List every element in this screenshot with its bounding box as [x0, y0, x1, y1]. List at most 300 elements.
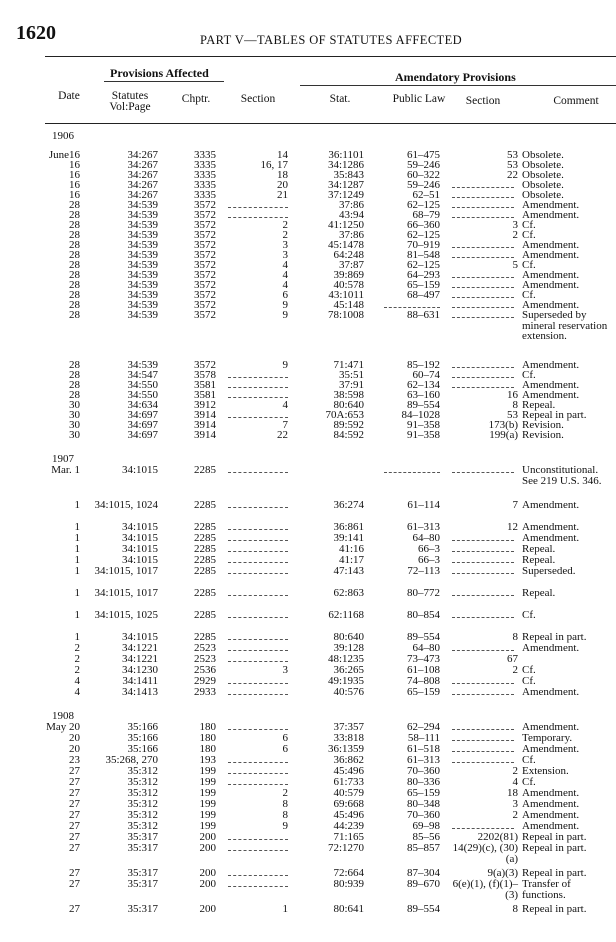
cell-pl: 62–134	[407, 379, 440, 391]
cell-pl: 59–246	[407, 159, 440, 171]
leader-dash	[228, 773, 288, 774]
cell-d: 28	[69, 219, 80, 231]
cell-stat: 37:87	[338, 259, 364, 271]
cell-pl: 63–160	[407, 389, 440, 401]
cell-v: 34:697	[127, 409, 158, 421]
leader-dash	[452, 307, 514, 308]
cell-ch: 2285	[194, 499, 216, 511]
cell-sec: 16, 17	[260, 159, 288, 171]
cell-sec: 3	[282, 664, 288, 676]
cell-stat: 36:862	[333, 754, 364, 766]
cell-d: 16	[69, 189, 80, 201]
cell-pl: 58–111	[407, 732, 440, 744]
cell-stat: 48:1235	[327, 653, 364, 665]
cell-sec: 4	[282, 279, 288, 291]
cell-stat: 80:640	[333, 631, 364, 643]
cell-pl: 70–360	[407, 809, 440, 821]
cell-v: 34:267	[127, 169, 158, 181]
cell-sec: 4	[282, 259, 288, 271]
cell-pl: 85–857	[407, 842, 440, 854]
cell-ch: 3581	[194, 389, 216, 401]
cell-cm: Repeal in part.	[522, 867, 587, 879]
cell-cm: Repeal.	[522, 399, 556, 411]
cell-d: 20	[69, 732, 80, 744]
cell-v: 34:539	[127, 219, 158, 231]
leader-dash	[452, 187, 514, 188]
cell-v: 34:539	[127, 229, 158, 241]
cell-v: 34:539	[127, 209, 158, 221]
cell-ch: 2285	[194, 543, 216, 555]
cell-sec: 8	[282, 798, 288, 810]
cell-ch: 3581	[194, 379, 216, 391]
leader-dash	[228, 639, 288, 640]
cell-sec: 20	[277, 179, 288, 191]
cell-pl: 61–114	[407, 499, 440, 511]
cell-ch: 2285	[194, 554, 216, 566]
cell-pl: 62–294	[407, 721, 440, 733]
cell-cm: Superseded.	[522, 565, 576, 577]
cell-v: 34:539	[127, 269, 158, 281]
cell-pl: 61–108	[407, 664, 440, 676]
cell-stat: 84:592	[333, 429, 364, 441]
cell-stat: 62:1168	[328, 609, 364, 621]
cell-v: 34:1015, 1017	[94, 565, 158, 577]
cell-cm: Revision.	[522, 429, 564, 441]
leader-dash	[452, 694, 514, 695]
cell-ch: 2929	[194, 675, 216, 687]
cell-ch: 2523	[194, 653, 216, 665]
cell-d: 27	[69, 878, 80, 890]
cell-d: 30	[69, 429, 80, 441]
cell-d: 27	[69, 820, 80, 832]
cell-stat: 39:869	[333, 269, 364, 281]
cell-v: 34:1015, 1024	[94, 499, 158, 511]
cell-d: 1	[74, 499, 80, 511]
cell-d: 1	[74, 521, 80, 533]
leader-dash	[452, 762, 514, 763]
cell-ch: 3572	[194, 239, 216, 251]
leader-dash	[452, 317, 514, 318]
cell-stat: 39:128	[333, 642, 364, 654]
cell-pl: 68–497	[407, 289, 440, 301]
group-underline-amendatory	[300, 85, 616, 86]
cell-sec: 21	[277, 189, 288, 201]
cell-v: 34:1411	[122, 675, 158, 687]
cell-d: 28	[69, 359, 80, 371]
cell-stat: 64:248	[333, 249, 364, 261]
cell-cm: Repeal in part.	[522, 409, 587, 421]
cell-ch: 3914	[194, 419, 216, 431]
cell-v: 34:697	[127, 419, 158, 431]
cell-d: 1	[74, 587, 80, 599]
cell-sec: 14	[277, 149, 288, 161]
cell-v: 34:1230	[121, 664, 158, 676]
cell-ch: 2933	[194, 686, 216, 698]
cell-pl: 91–358	[407, 419, 440, 431]
cell-sec: 2	[282, 219, 288, 231]
cell-stat: 36:1101	[328, 149, 364, 161]
cell-stat: 71:165	[333, 831, 364, 843]
cell-stat: 45:1478	[327, 239, 364, 251]
header-bottom-rule	[45, 123, 616, 124]
cell-stat: 34:1286	[327, 159, 364, 171]
cell-pl: 84–1028	[401, 409, 440, 421]
cell-v: 35:312	[127, 765, 158, 777]
cell-cm: Amendment.	[522, 499, 580, 511]
cell-pl: 65–159	[407, 279, 440, 291]
cell-d: 28	[69, 309, 80, 321]
cell-d: 16	[69, 179, 80, 191]
cell-d: 2	[74, 653, 80, 665]
cell-pl: 64–80	[412, 532, 440, 544]
cell-cm: Repeal in part.	[522, 631, 587, 643]
cell-cm: Unconstitutional. See 219 U.S. 346.	[522, 464, 602, 487]
cell-ch: 2523	[194, 642, 216, 654]
leader-dash	[228, 729, 288, 730]
cell-stat: 35:843	[333, 169, 364, 181]
cell-cm: Obsolete.	[522, 189, 564, 201]
cell-d: 4	[74, 686, 80, 698]
cell-ch: 2536	[194, 664, 216, 676]
leader-dash	[452, 617, 514, 618]
cell-cm: Repeal.	[522, 587, 556, 599]
cell-stat: 89:592	[333, 419, 364, 431]
cell-ch: 200	[199, 878, 216, 890]
cell-v: 35:317	[127, 878, 158, 890]
cell-cm: Revision.	[522, 419, 564, 431]
cell-ch: 3335	[194, 149, 216, 161]
cell-ch: 3914	[194, 429, 216, 441]
cell-d: 2	[74, 664, 80, 676]
cell-v: 35:312	[127, 820, 158, 832]
cell-ch: 3914	[194, 409, 216, 421]
cell-pl: 64–80	[412, 642, 440, 654]
cell-pl: 85–192	[407, 359, 440, 371]
cell-d: 1	[74, 631, 80, 643]
cell-s2: 2	[512, 229, 518, 241]
cell-s2: 14(29)(c), (30)(a)	[452, 842, 518, 865]
cell-d: 28	[69, 239, 80, 251]
cell-stat: 36:274	[333, 499, 364, 511]
cell-cm: Amendment.	[522, 199, 580, 211]
cell-pl: 64–293	[407, 269, 440, 281]
page-title: PART V—TABLES OF STATUTES AFFECTED	[200, 33, 463, 47]
cell-stat: 45:496	[333, 809, 364, 821]
cell-d: 28	[69, 269, 80, 281]
cell-v: 34:539	[127, 299, 158, 311]
cell-v: 34:539	[127, 279, 158, 291]
cell-ch: 3572	[194, 309, 216, 321]
leader-dash	[452, 197, 514, 198]
cell-v: 35:317	[127, 831, 158, 843]
cell-d: 23	[69, 754, 80, 766]
cell-ch: 3572	[194, 259, 216, 271]
cell-stat: 40:579	[333, 787, 364, 799]
leader-dash	[452, 562, 514, 563]
leader-dash	[228, 839, 288, 840]
cell-s2: 12	[507, 521, 518, 533]
cell-d: June16	[48, 149, 80, 161]
leader-dash	[452, 367, 514, 368]
cell-d: 28	[69, 209, 80, 221]
leader-dash	[228, 472, 288, 473]
cell-s2: 5	[512, 259, 518, 271]
cell-v: 34:1015, 1017	[94, 587, 158, 599]
leader-dash	[228, 850, 288, 851]
cell-d: 28	[69, 199, 80, 211]
column-header-comment: Comment	[553, 95, 599, 107]
cell-ch: 199	[199, 787, 216, 799]
cell-sec: 6	[282, 289, 288, 301]
column-header-section-amendatory: Section	[465, 95, 501, 107]
cell-v: 34:539	[127, 249, 158, 261]
cell-ch: 2285	[194, 532, 216, 544]
cell-stat: 43:94	[338, 209, 364, 221]
page-number: 1620	[16, 22, 56, 44]
cell-ch: 3572	[194, 299, 216, 311]
cell-cm: Amendment.	[522, 798, 580, 810]
cell-ch: 3572	[194, 219, 216, 231]
year-1908: 1908	[52, 710, 74, 722]
cell-cm: Amendment.	[522, 532, 580, 544]
cell-d: 27	[69, 809, 80, 821]
cell-pl: 60–322	[407, 169, 440, 181]
cell-cm: Amendment.	[522, 249, 580, 261]
cell-ch: 3572	[194, 269, 216, 281]
leader-dash	[228, 397, 288, 398]
cell-v: 34:1015	[121, 543, 158, 555]
cell-ch: 3335	[194, 169, 216, 181]
cell-v: 34:547	[127, 369, 158, 381]
cell-pl: 89–670	[407, 878, 440, 890]
cell-v: 34:1015	[121, 464, 158, 476]
cell-s2: 22	[507, 169, 518, 181]
leader-dash	[228, 875, 288, 876]
cell-cm: Repeal.	[522, 554, 556, 566]
cell-s2: 3	[512, 219, 518, 231]
cell-pl: 89–554	[407, 903, 440, 915]
cell-v: 34:267	[127, 189, 158, 201]
cell-v: 34:697	[127, 429, 158, 441]
cell-s2: 199(a)	[489, 429, 518, 441]
cell-s2: 8	[512, 631, 518, 643]
leader-dash	[452, 595, 514, 596]
cell-sec: 3	[282, 239, 288, 251]
cell-pl: 65–159	[407, 686, 440, 698]
cell-v: 34:1221	[121, 653, 158, 665]
cell-stat: 80:939	[333, 878, 364, 890]
cell-cm: Cf.	[522, 675, 536, 687]
cell-v: 34:1015, 1025	[94, 609, 158, 621]
cell-stat: 37:86	[338, 229, 364, 241]
cell-stat: 71:471	[333, 359, 364, 371]
leader-dash	[228, 762, 288, 763]
cell-sec: 7	[282, 419, 288, 431]
cell-d: 30	[69, 409, 80, 421]
cell-pl: 59–246	[407, 179, 440, 191]
cell-d: 1	[74, 543, 80, 555]
leader-dash	[228, 377, 288, 378]
cell-d: 30	[69, 419, 80, 431]
cell-v: 34:1015	[121, 631, 158, 643]
cell-d: 20	[69, 743, 80, 755]
cell-stat: 78:1008	[327, 309, 364, 321]
cell-s2: 53	[507, 149, 518, 161]
cell-d: 30	[69, 399, 80, 411]
cell-stat: 37:86	[338, 199, 364, 211]
cell-cm: Repeal.	[522, 543, 556, 555]
cell-stat: 40:576	[333, 686, 364, 698]
cell-cm: Amendment.	[522, 359, 580, 371]
cell-s2: 2202(81)	[477, 831, 518, 843]
cell-stat: 45:496	[333, 765, 364, 777]
group-heading-affected: Provisions Affected	[110, 66, 209, 80]
cell-d: Mar. 1	[51, 464, 80, 476]
cell-pl: 88–631	[407, 309, 440, 321]
cell-stat: 62:863	[333, 587, 364, 599]
leader-dash	[452, 247, 514, 248]
cell-stat: 35:51	[338, 369, 364, 381]
cell-pl: 81–548	[407, 249, 440, 261]
leader-dash	[452, 828, 514, 829]
cell-cm: Cf.	[522, 664, 536, 676]
cell-d: 28	[69, 379, 80, 391]
cell-cm: Repeal in part.	[522, 831, 587, 843]
cell-v: 35:312	[127, 776, 158, 788]
cell-ch: 200	[199, 831, 216, 843]
leader-dash	[228, 683, 288, 684]
leader-dash	[452, 573, 514, 574]
cell-pl: 80–336	[407, 776, 440, 788]
cell-sec: 9	[282, 309, 288, 321]
cell-pl: 70–360	[407, 765, 440, 777]
cell-v: 35:166	[127, 743, 158, 755]
cell-ch: 199	[199, 809, 216, 821]
leader-dash	[452, 751, 514, 752]
cell-pl: 66–3	[418, 543, 440, 555]
leader-dash	[452, 540, 514, 541]
cell-s2: 8	[512, 903, 518, 915]
cell-ch: 3572	[194, 199, 216, 211]
cell-stat: 49:1935	[327, 675, 364, 687]
cell-pl: 74–808	[407, 675, 440, 687]
cell-v: 34:267	[127, 149, 158, 161]
cell-pl: 66–360	[407, 219, 440, 231]
leader-dash	[228, 417, 288, 418]
cell-v: 34:1413	[121, 686, 158, 698]
cell-v: 35:268, 270	[105, 754, 158, 766]
cell-cm: Cf.	[522, 289, 536, 301]
cell-stat: 36:265	[333, 664, 364, 676]
cell-v: 34:634	[127, 399, 158, 411]
cell-cm: Amendment.	[522, 820, 580, 832]
cell-s2: 53	[507, 409, 518, 421]
cell-stat: 45:148	[333, 299, 364, 311]
cell-pl: 80–348	[407, 798, 440, 810]
cell-pl: 62–51	[412, 189, 440, 201]
leader-dash	[228, 595, 288, 596]
cell-pl: 73–473	[407, 653, 440, 665]
leader-dash	[228, 207, 288, 208]
cell-v: 35:166	[127, 721, 158, 733]
column-header-public-law: Public Law	[392, 93, 446, 105]
cell-ch: 3572	[194, 249, 216, 261]
cell-cm: Cf.	[522, 776, 536, 788]
cell-cm: Obsolete.	[522, 169, 564, 181]
column-header-date: Date	[58, 90, 80, 102]
cell-v: 34:539	[127, 259, 158, 271]
cell-cm: Amendment.	[522, 299, 580, 311]
cell-v: 34:539	[127, 289, 158, 301]
cell-cm: Superseded by mineral reservation extension.	[522, 309, 608, 342]
cell-v: 35:317	[127, 867, 158, 879]
leader-dash	[452, 297, 514, 298]
cell-d: 28	[69, 389, 80, 401]
cell-d: 27	[69, 798, 80, 810]
cell-v: 34:1015	[121, 554, 158, 566]
cell-stat: 37:91	[338, 379, 364, 391]
cell-ch: 3335	[194, 189, 216, 201]
cell-cm: Amendment.	[522, 686, 580, 698]
cell-d: 1	[74, 554, 80, 566]
cell-stat: 37:357	[333, 721, 364, 733]
leader-dash	[452, 650, 514, 651]
group-heading-amendatory: Amendatory Provisions	[395, 70, 516, 84]
leader-dash	[452, 551, 514, 552]
cell-ch: 3572	[194, 359, 216, 371]
cell-d: 28	[69, 279, 80, 291]
leader-dash	[384, 307, 440, 308]
cell-stat: 69:668	[333, 798, 364, 810]
cell-pl: 61–475	[407, 149, 440, 161]
leader-dash	[228, 529, 288, 530]
cell-ch: 2285	[194, 464, 216, 476]
cell-stat: 41:17	[338, 554, 364, 566]
cell-d: 4	[74, 675, 80, 687]
cell-v: 34:267	[127, 159, 158, 171]
leader-dash	[384, 472, 440, 473]
cell-v: 34:1221	[121, 642, 158, 654]
cell-ch: 3578	[194, 369, 216, 381]
leader-dash	[228, 573, 288, 574]
leader-dash	[452, 277, 514, 278]
cell-ch: 180	[199, 743, 216, 755]
cell-pl: 89–554	[407, 631, 440, 643]
cell-s2: 18	[507, 787, 518, 799]
cell-ch: 199	[199, 765, 216, 777]
cell-cm: Cf.	[522, 229, 536, 241]
leader-dash	[228, 661, 288, 662]
cell-stat: 47:143	[333, 565, 364, 577]
cell-cm: Amendment.	[522, 209, 580, 221]
cell-cm: Amendment.	[522, 721, 580, 733]
leader-dash	[452, 257, 514, 258]
cell-s2: 2	[512, 664, 518, 676]
cell-v: 34:539	[127, 309, 158, 321]
leader-dash	[452, 377, 514, 378]
cell-v: 34:267	[127, 179, 158, 191]
cell-d: 28	[69, 369, 80, 381]
cell-s2: 16	[507, 389, 518, 401]
cell-ch: 2285	[194, 631, 216, 643]
cell-d: 28	[69, 249, 80, 261]
cell-cm: Amendment.	[522, 279, 580, 291]
cell-pl: 70–919	[407, 239, 440, 251]
cell-d: 28	[69, 289, 80, 301]
cell-d: May 20	[46, 721, 80, 733]
leader-dash	[228, 886, 288, 887]
cell-pl: 91–358	[407, 429, 440, 441]
